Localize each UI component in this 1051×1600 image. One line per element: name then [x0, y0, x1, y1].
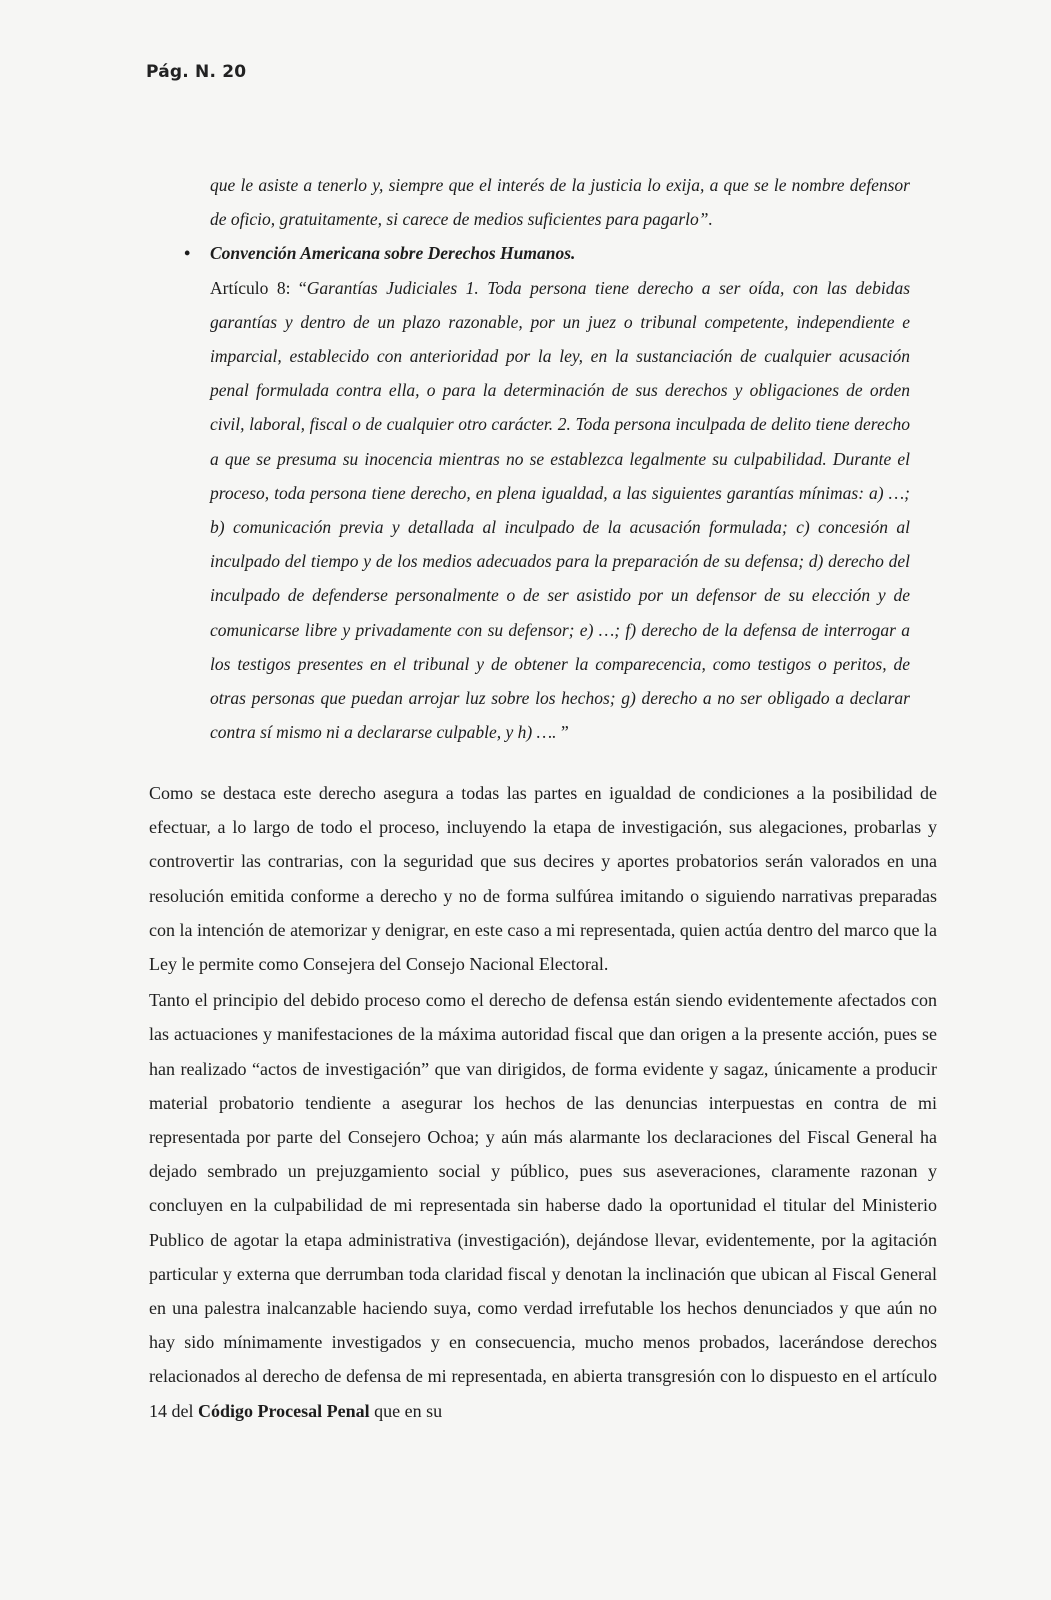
bullet-dot-icon: •: [184, 243, 191, 264]
article-text: Garantías Judiciales 1. Toda persona tiene derecho a ser oída, con las debidas garantías y dentro de un plazo razonable, por un juez o tribunal competente, independiente e imparcial, establecido con anterioridad por la ley, en la sustanciación de cualquier acusación penal formulada contra ella, o para la determinación de sus derechos y obligaciones de orden civil, laboral, fiscal o de cualquier otro carácter. 2. Toda persona inculpada de delito tiene derecho a que se presuma su inocencia mientras no se establezca legalmente su culpabilidad. Durante el proceso, toda persona tiene derecho, en plena igualdad, a las siguientes garantías mínimas: a) …; b) comunicación previa y detallada al inculpado de la acusación formulada; c) concesión al inculpado del tiempo y de los medios adecuados para la preparación de su defensa; d) derecho del inculpado de defenderse personalmente o de ser asistido por un defensor de su elección y de comunicarse libre y privadamente con su defensor; e) …; f) derecho de la defensa de interrogar a los testigos presentes en el tribunal y de obtener la comparecencia, como testigos o peritos, de otras personas que puedan arrojar luz sobre los hechos; g) derecho a no ser obligado a declarar contra sí mismo ni a declararse culpable, y h) ….: [210, 277, 910, 743]
quoted-legal-block: [184, 168, 910, 749]
body-paragraph-2-end: que en su: [369, 1400, 443, 1421]
article-8-paragraph: [210, 271, 910, 750]
bullet-heading-text: Convención Americana sobre Derechos Humanos.: [210, 243, 576, 264]
article-lead: Artículo 8: “: [210, 277, 307, 298]
body-paragraph-2-start: Tanto el principio del debido proceso como el derecho de defensa están siendo evidentemente afectados con las actuaciones y manifestaciones de la máxima autoridad fiscal que dan origen a la presente acción, pues se han realizado “actos de investigación” que van dirigidos, de forma evidente y sagaz, únicamente a producir material probatorio tendiente a asegurar los hechos de las denuncias interpuestas en contra de mi representada por parte del Consejero Ochoa; y aún más alarmante los declaraciones del Fiscal General ha dejado sembrado un prejuzgamiento social y público, pues sus aseveraciones, claramente razonan y concluyen en la culpabilidad de mi representada sin haberse dado la oportunidad el titular del Ministerio Publico de agotar la etapa administrativa (investigación), dejándose llevar, evidentemente, por la agitación particular y externa que derrumban toda claridad fiscal y denotan la inclinación que ubican al Fiscal General en una palestra inalcanzable haciendo suya, como verdad irrefutable los hechos denunciados y que aún no hay sido mínimamente investigados y en consecuencia, mucho menos probados, lacerándose derechos relacionados al derecho de defensa de mi representada, en abierta transgresión con lo dispuesto en el artículo 14 del: [149, 990, 937, 1421]
code-reference: Código Procesal Penal: [198, 1400, 370, 1421]
bullet-heading: [184, 236, 910, 270]
body-paragraph-1: Como se destaca este derecho asegura a todas las partes en igualdad de condiciones a la posibilidad de efectuar, a lo largo de todo el proceso, incluyendo la etapa de investigación, sus alegaciones, probarlas y controvertir las contrarias, con la seguridad que sus decires y aportes probatorios serán valorados en una resolución emitida conforme a derecho y no de forma sulfúrea imitando o siguiendo narrativas preparadas con la intención de atemorizar y denigrar, en este caso a mi representada, quien actúa dentro del marco que la Ley le permite como Consejera del Consejo Nacional Electoral.: [149, 783, 937, 975]
body-text: [149, 776, 937, 1430]
closing-quote: ”: [560, 722, 569, 743]
body-paragraph-2: [149, 983, 937, 1428]
quote-intro-text: que le asiste a tenerlo y, siempre que el interés de la justicia lo exija, a que se le nombre defensor de oficio, gratuitamente, si carece de medios suficientes para pagarlo”.: [210, 175, 910, 230]
page-number: Pág. N. 20: [146, 62, 247, 82]
